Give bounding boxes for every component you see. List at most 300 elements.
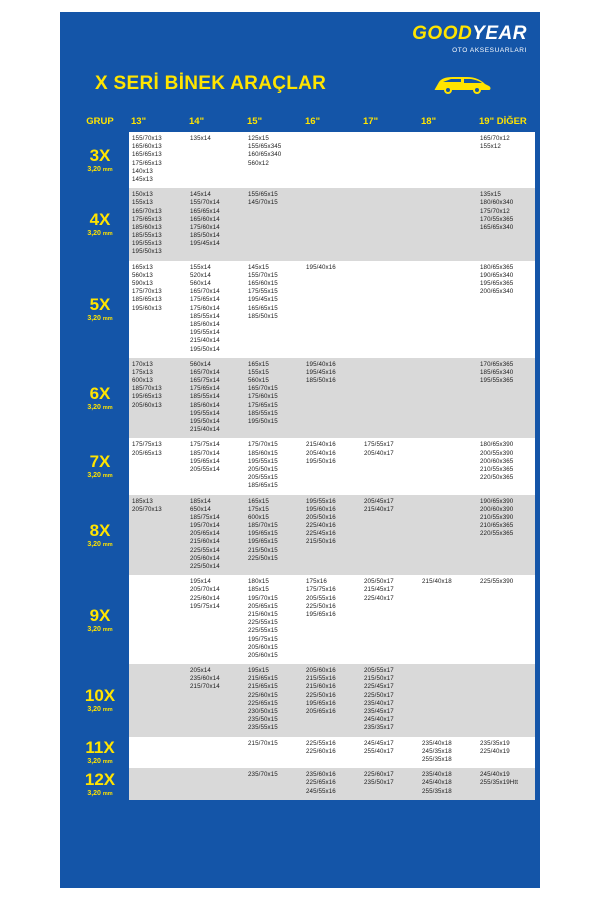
size-cell-14	[187, 438, 245, 494]
tire-size: 205/60x15	[248, 651, 278, 659]
tire-size: 215/50x17	[364, 675, 394, 683]
size-cell-16	[303, 495, 361, 576]
size-cell-19	[477, 575, 535, 664]
table-row	[71, 261, 535, 358]
group-label: 7X	[89, 452, 111, 472]
group-thickness: 3,20 mm	[87, 625, 113, 633]
tire-size: 195/55x16	[306, 497, 336, 505]
tire-size: 235/50x15	[248, 716, 278, 724]
tire-size: 560x13	[132, 271, 153, 279]
tire-size: 245/55x16	[306, 787, 336, 795]
tire-size: 205/40x17	[364, 449, 394, 457]
tire-size: 195/50x16	[306, 457, 336, 465]
tire-size: 155/70x14	[190, 199, 220, 207]
size-cell-17	[361, 261, 419, 358]
table-row	[71, 768, 535, 800]
th-18: 18"	[419, 113, 477, 132]
group-cell	[71, 664, 129, 737]
size-cell-18	[419, 737, 477, 769]
tire-size: 205/65x16	[306, 708, 336, 715]
tire-size: 205/45x17	[364, 497, 394, 505]
tire-size: 225/45x16	[306, 530, 336, 538]
tire-size: 225/40x17	[364, 594, 394, 602]
tire-size: 205/55x16	[306, 594, 336, 602]
tire-size: 255/35x18	[422, 755, 452, 763]
size-cell-13	[129, 768, 187, 800]
group-label: 4X	[89, 210, 111, 230]
tire-size: 215/70x14	[190, 683, 220, 691]
tire-size: 215/70x15	[248, 739, 278, 747]
group-thickness: 3,20 mm	[87, 758, 113, 766]
tire-size: 165/65x13	[132, 151, 162, 159]
tire-size: 600x13	[132, 377, 153, 385]
table-row	[71, 664, 535, 737]
tire-size: 255/35x18	[422, 787, 452, 795]
tire-size: 175/70x15	[248, 441, 278, 449]
tire-size: 195/50x14	[190, 418, 220, 425]
tire-size: 205/60x13	[132, 401, 162, 409]
size-cell-15	[245, 575, 303, 664]
tire-size: 185/65x340	[480, 368, 514, 376]
tire-size: 225/60x16	[306, 747, 336, 755]
tire-size: 215/45x17	[364, 586, 394, 594]
tire-size: 195/50x15	[248, 418, 278, 425]
group-cell	[71, 438, 129, 494]
table-header-row	[71, 113, 535, 132]
tire-size: 155x13	[132, 199, 153, 207]
group-thickness: 3,20 mm	[87, 789, 113, 797]
tire-size: 175/75x14	[190, 441, 220, 449]
tire-size: 155/65x345	[248, 143, 282, 151]
table-body	[71, 132, 535, 800]
tire-size: 560x14	[190, 360, 211, 368]
tire-size: 215/60x16	[306, 683, 336, 691]
size-cell-19	[477, 737, 535, 769]
tire-size: 220/50x365	[480, 474, 514, 482]
tire-size: 135x14	[190, 135, 211, 142]
tire-size: 195/70x14	[190, 522, 220, 530]
tire-size: 180x15	[248, 578, 269, 586]
tire-size: 180/60x340	[480, 199, 514, 207]
tire-size: 165/65x15	[248, 304, 278, 312]
group-label: 12X	[84, 769, 116, 789]
tire-size: 195/75x15	[248, 635, 278, 643]
tire-size: 210/55x365	[480, 465, 514, 473]
tire-size: 195/65x15	[248, 530, 278, 538]
tire-size: 245/40x17	[364, 716, 394, 724]
brand-name: GOODYEAR	[412, 23, 527, 44]
size-cell-14	[187, 188, 245, 261]
tire-size: 225/55x15	[248, 619, 278, 627]
table-row	[71, 438, 535, 494]
table-row	[71, 358, 535, 439]
group-label: 9X	[89, 605, 111, 625]
tire-size: 235/40x17	[364, 699, 394, 707]
group-label: 10X	[84, 686, 116, 706]
size-cell-16	[303, 358, 361, 439]
tire-size: 175/55x15	[248, 288, 278, 296]
tire-size: 165/65x340	[480, 223, 514, 231]
group-thickness: 3,20 mm	[87, 230, 113, 238]
tire-size: 175/55x17	[364, 441, 394, 449]
size-cell-13	[129, 132, 187, 188]
tire-size: 195/55x14	[190, 329, 220, 337]
size-cell-14	[187, 664, 245, 737]
th-13: 13"	[129, 113, 187, 132]
tire-size: 185/65x13	[132, 296, 162, 304]
tire-size: 175x16	[306, 578, 327, 586]
size-cell-15	[245, 737, 303, 769]
size-cell-14	[187, 768, 245, 800]
tire-size: 560x14	[190, 280, 211, 287]
tire-size: 235/40x18	[422, 771, 452, 779]
size-cell-17	[361, 132, 419, 188]
tire-size: 185/60x14	[190, 320, 220, 328]
tire-size: 145x14	[190, 191, 211, 199]
tire-size: 210/65x365	[480, 522, 514, 530]
group-cell	[71, 768, 129, 800]
th-15: 15"	[245, 113, 303, 132]
tire-size: 175/60x14	[190, 223, 220, 231]
size-cell-15	[245, 495, 303, 576]
tire-size: 195/60x16	[306, 505, 336, 513]
tire-size: 220/55x365	[480, 530, 514, 538]
tire-size: 185/75x14	[190, 513, 220, 521]
tire-size: 215/50x15	[248, 546, 278, 554]
tire-size: 235/45x17	[364, 708, 394, 715]
tire-size: 195/65x365	[480, 280, 514, 287]
tire-size: 170/65x365	[480, 360, 514, 368]
tire-size: 200/60x390	[480, 505, 514, 513]
table-row	[71, 188, 535, 261]
tire-size: 205/60x16	[306, 667, 336, 675]
tire-size: 255/35x19Htt	[480, 779, 519, 787]
tire-size: 185/50x16	[306, 377, 336, 385]
brand-logo	[412, 23, 527, 54]
tire-size: 185/55x13	[132, 232, 162, 240]
tire-size: 185/55x14	[190, 393, 220, 401]
tire-size: 185/50x14	[190, 232, 220, 240]
tire-size: 235/60x16	[306, 771, 336, 779]
tire-size: 185/65x15	[248, 482, 278, 490]
tire-size: 195x15	[248, 667, 269, 675]
size-cell-19	[477, 358, 535, 439]
tire-size: 165x13	[132, 263, 153, 271]
tire-size: 185/70x13	[132, 385, 162, 393]
size-cell-19	[477, 132, 535, 188]
tire-size: 160/65x340	[248, 151, 282, 159]
size-cell-18	[419, 261, 477, 358]
tire-size: 235/35x19	[480, 739, 510, 747]
tire-size: 175/65x15	[248, 401, 278, 409]
size-cell-13	[129, 664, 187, 737]
tire-size: 155/70x13	[132, 135, 162, 142]
tire-size: 155x14	[190, 263, 211, 271]
tire-size: 205x14	[190, 667, 211, 675]
tire-size: 175/65x13	[132, 215, 162, 223]
size-cell-19	[477, 261, 535, 358]
tire-size: 185x15	[248, 586, 269, 594]
tire-size: 205/50x15	[248, 465, 278, 473]
tire-size: 190/65x340	[480, 271, 514, 279]
tire-size: 195/55x365	[480, 377, 514, 385]
size-cell-13	[129, 358, 187, 439]
group-cell	[71, 737, 129, 769]
tire-size: 185/60x13	[132, 223, 162, 231]
group-label: 3X	[89, 146, 111, 166]
group-cell	[71, 575, 129, 664]
tire-size: 195/65x15	[248, 538, 278, 546]
tire-size: 600x15	[248, 513, 269, 521]
group-thickness: 3,20 mm	[87, 472, 113, 480]
tire-size: 225/50x15	[248, 554, 278, 562]
tire-size: 590x13	[132, 280, 153, 287]
tire-size: 175/70x12	[480, 207, 510, 215]
tire-size: 175/65x14	[190, 385, 220, 393]
size-cell-15	[245, 261, 303, 358]
size-cell-16	[303, 188, 361, 261]
tire-size: 155/70x15	[248, 271, 278, 279]
tire-size: 185/55x15	[248, 409, 278, 417]
tire-size: 185x14	[190, 497, 211, 505]
tire-size: 165x15	[248, 497, 269, 505]
tire-size: 165/70x12	[480, 135, 510, 142]
tire-size: 230/50x15	[248, 708, 278, 715]
tire-size: 235/55x15	[248, 724, 278, 732]
tire-size: 215/60x15	[248, 610, 278, 618]
size-cell-18	[419, 358, 477, 439]
tire-size: 185/50x15	[248, 312, 278, 320]
tire-size: 205/50x17	[364, 578, 394, 586]
tire-size: 165/60x14	[190, 215, 220, 223]
size-cell-17	[361, 575, 419, 664]
tire-size: 225/60x15	[248, 691, 278, 699]
th-16: 16"	[303, 113, 361, 132]
tire-size: 205/65x14	[190, 530, 220, 538]
size-cell-19	[477, 664, 535, 737]
size-cell-13	[129, 575, 187, 664]
tire-size: 195/55x14	[190, 409, 220, 417]
tire-size: 195/40x16	[306, 263, 336, 271]
size-cell-13	[129, 188, 187, 261]
th-grup: GRUP	[71, 113, 129, 132]
tire-size: 225/55x390	[480, 578, 514, 586]
tire-size: 195/50x14	[190, 345, 220, 353]
size-cell-17	[361, 768, 419, 800]
tire-size: 165/70x15	[248, 385, 278, 393]
group-label: 11X	[85, 738, 115, 758]
tire-size: 175/65x14	[190, 296, 220, 304]
tire-size: 185/70x15	[248, 522, 278, 530]
tire-size: 180/65x390	[480, 441, 514, 449]
size-cell-14	[187, 575, 245, 664]
brand-subtitle: OTO AKSESUARLARI	[452, 47, 527, 54]
size-cell-14	[187, 495, 245, 576]
th-14: 14"	[187, 113, 245, 132]
tire-size: 200/60x365	[480, 457, 514, 465]
tire-size: 225/40x19	[480, 747, 510, 755]
tire-size: 215/40x14	[190, 337, 220, 345]
size-cell-15	[245, 664, 303, 737]
th-17: 17"	[361, 113, 419, 132]
group-label: 8X	[89, 520, 111, 540]
group-cell	[71, 188, 129, 261]
tire-size: 185x13	[132, 497, 153, 505]
tire-size: 175/65x13	[132, 159, 162, 167]
tire-size: 125x15	[248, 135, 269, 142]
tire-size: 195/45x15	[248, 296, 278, 304]
table-row	[71, 495, 535, 576]
tire-size: 225/55x15	[248, 627, 278, 635]
tire-size: 195/45x16	[306, 368, 336, 376]
group-cell	[71, 358, 129, 439]
tire-size: 195/45x14	[190, 240, 220, 248]
tire-size: 195/55x15	[248, 457, 278, 465]
tire-size: 165/60x15	[248, 280, 278, 287]
tire-size: 235/35x17	[364, 724, 394, 732]
tire-size: 215/40x18	[422, 578, 452, 586]
tire-size: 225/50x16	[306, 691, 336, 699]
tire-size: 150x13	[132, 191, 153, 199]
tire-size: 225/50x17	[364, 691, 394, 699]
tire-size: 205/50x16	[306, 513, 336, 521]
size-cell-17	[361, 188, 419, 261]
size-cell-13	[129, 495, 187, 576]
size-cell-17	[361, 438, 419, 494]
tire-size: 195/55x13	[132, 240, 162, 248]
th-19: 19" DİĞER	[477, 113, 535, 132]
tire-size: 225/65x16	[306, 779, 336, 787]
tire-size: 185/70x14	[190, 449, 220, 457]
size-cell-16	[303, 132, 361, 188]
tire-size: 190/65x390	[480, 497, 514, 505]
tire-size: 205/65x13	[132, 449, 162, 457]
tire-size: 205/70x13	[132, 505, 162, 513]
size-cell-13	[129, 737, 187, 769]
tire-size: 650x14	[190, 505, 211, 513]
group-label: 6X	[89, 384, 111, 404]
size-cell-14	[187, 132, 245, 188]
tire-size: 195/65x16	[306, 610, 336, 618]
tire-size: 155x12	[480, 143, 501, 151]
tire-size: 245/40x18	[422, 779, 452, 787]
size-cell-13	[129, 261, 187, 358]
tire-size: 225/60x17	[364, 771, 394, 779]
group-thickness: 3,20 mm	[87, 706, 113, 714]
group-thickness: 3,20 mm	[87, 166, 113, 174]
tire-size: 205/60x15	[248, 643, 278, 651]
tire-size: 225/60x14	[190, 594, 220, 602]
tire-size: 175/60x14	[190, 304, 220, 312]
tire-size: 225/40x16	[306, 522, 336, 530]
tire-size: 195/75x14	[190, 602, 220, 610]
tire-size: 225/50x16	[306, 602, 336, 610]
size-cell-15	[245, 768, 303, 800]
tire-size: 225/45x17	[364, 683, 394, 691]
tire-size: 145x15	[248, 263, 269, 271]
tire-size: 155x15	[248, 368, 269, 376]
size-cell-18	[419, 132, 477, 188]
tire-size: 205/70x14	[190, 586, 220, 594]
size-cell-17	[361, 737, 419, 769]
tire-size: 560x15	[248, 377, 269, 385]
tire-size: 165x15	[248, 360, 269, 368]
group-cell	[71, 132, 129, 188]
tire-size: 205/55x14	[190, 465, 220, 473]
tire-size: 215/40x17	[364, 505, 394, 513]
size-cell-18	[419, 575, 477, 664]
size-cell-19	[477, 188, 535, 261]
group-thickness: 3,20 mm	[87, 404, 113, 412]
tire-size: 175x13	[132, 368, 153, 376]
tire-size: 175/70x13	[132, 288, 162, 296]
size-cell-15	[245, 438, 303, 494]
tire-size: 215/40x16	[306, 441, 336, 449]
tire-size: 245/35x18	[422, 747, 452, 755]
table-row	[71, 132, 535, 188]
tire-size: 195/65x16	[306, 699, 336, 707]
tire-size: 205/40x16	[306, 449, 336, 457]
tire-size: 165/70x14	[190, 288, 220, 296]
size-cell-16	[303, 261, 361, 358]
size-cell-16	[303, 768, 361, 800]
tire-size: 165/70x14	[190, 368, 220, 376]
size-cell-17	[361, 358, 419, 439]
tire-size: 135x15	[480, 191, 501, 199]
tire-size: 245/45x17	[364, 739, 394, 747]
tire-size: 215/40x14	[190, 426, 220, 434]
tire-size: 225/65x15	[248, 699, 278, 707]
size-cell-16	[303, 575, 361, 664]
table-row	[71, 737, 535, 769]
tire-size: 215/60x14	[190, 538, 220, 546]
group-thickness: 3,20 mm	[87, 315, 113, 323]
tire-size: 255/40x17	[364, 747, 394, 755]
tire-size: 180/65x365	[480, 263, 514, 271]
size-cell-14	[187, 261, 245, 358]
tire-size: 235/40x18	[422, 739, 452, 747]
group-label: 5X	[89, 295, 111, 315]
tire-size: 205/65x15	[248, 602, 278, 610]
tire-size: 185/60x15	[248, 449, 278, 457]
tire-size: 195/70x15	[248, 594, 278, 602]
chain-size-panel	[60, 12, 540, 888]
size-cell-19	[477, 438, 535, 494]
table-row	[71, 575, 535, 664]
group-thickness: 3,20 mm	[87, 540, 113, 548]
size-cell-14	[187, 358, 245, 439]
tire-size: 200/65x340	[480, 288, 514, 296]
page-title: X SERİ BİNEK ARAÇLAR	[95, 73, 327, 94]
tire-size: 195/40x16	[306, 360, 336, 368]
tire-size: 215/55x16	[306, 675, 336, 683]
size-cell-15	[245, 188, 303, 261]
tire-size: 235/70x15	[248, 771, 278, 779]
tire-size: 205/55x15	[248, 474, 278, 482]
tire-size: 225/55x16	[306, 739, 336, 747]
size-cell-17	[361, 495, 419, 576]
chain-size-table	[71, 113, 535, 800]
group-cell	[71, 261, 129, 358]
tire-size: 170x13	[132, 360, 153, 368]
tire-size: 175/60x15	[248, 393, 278, 401]
tire-size: 175/75x13	[132, 441, 162, 449]
size-cell-15	[245, 132, 303, 188]
tire-size: 205/55x17	[364, 667, 394, 675]
tire-size: 145x13	[132, 175, 153, 183]
tire-size: 215/65x15	[248, 683, 278, 691]
tire-size: 225/55x14	[190, 546, 220, 554]
